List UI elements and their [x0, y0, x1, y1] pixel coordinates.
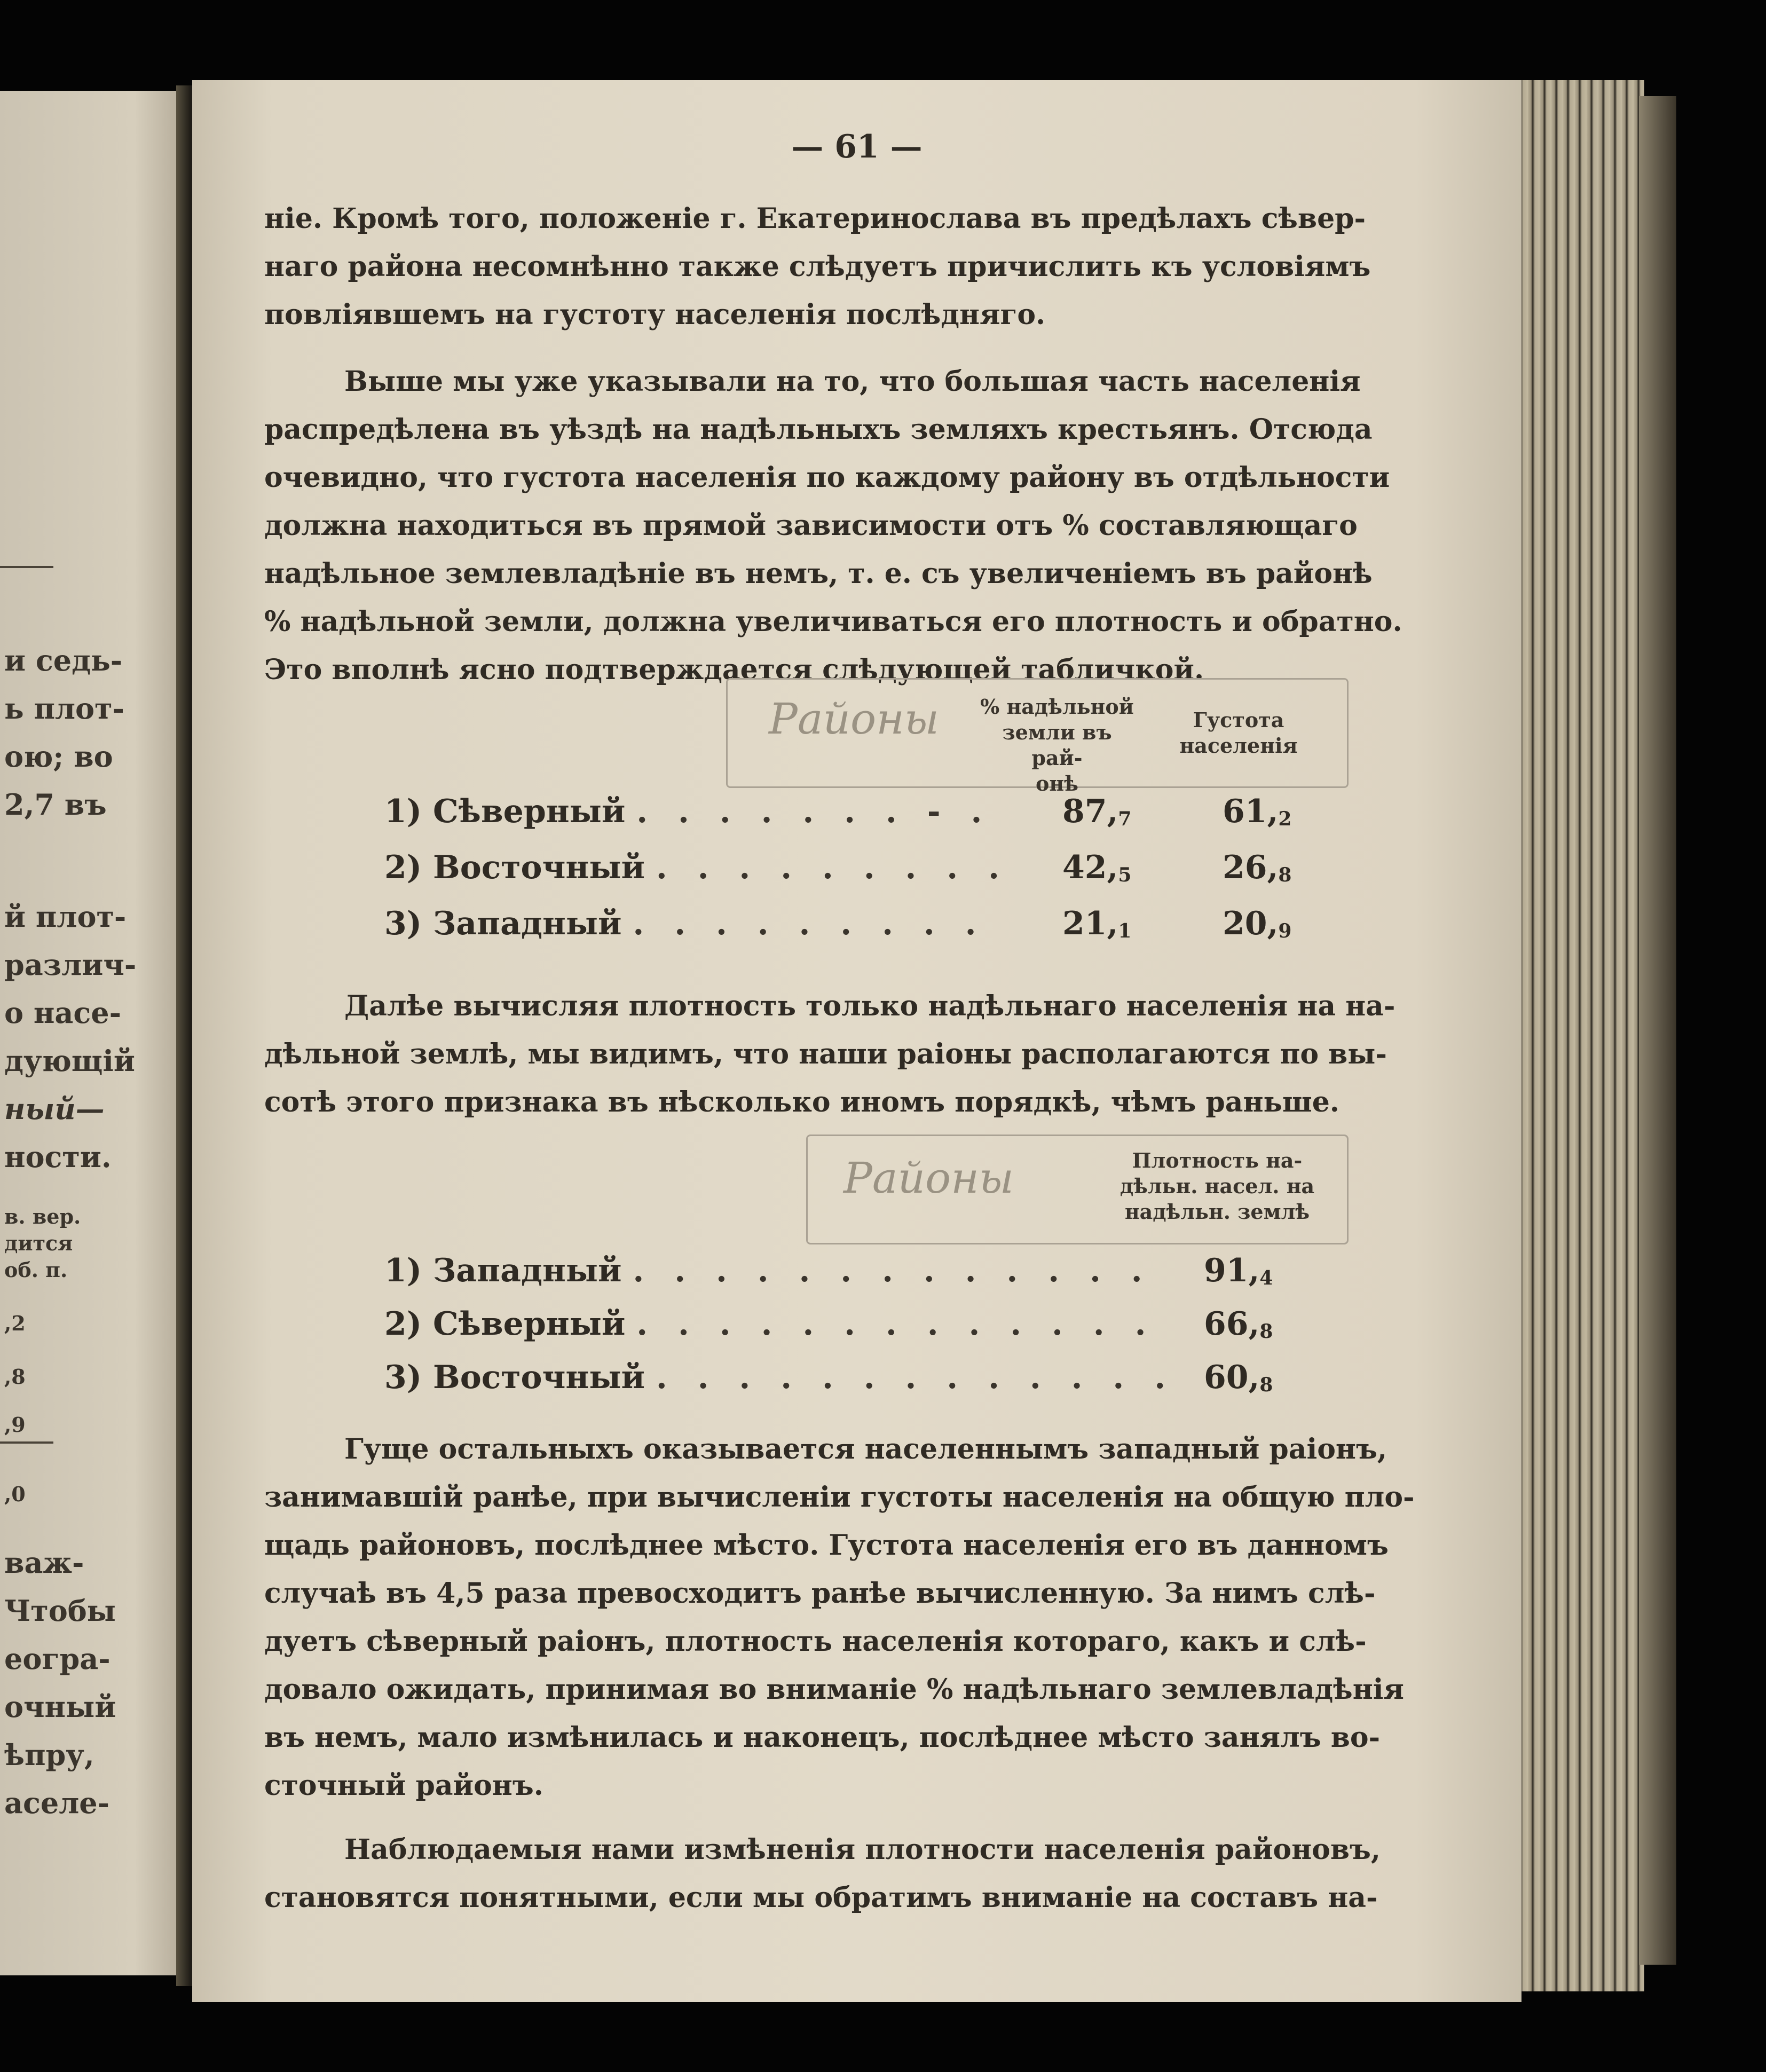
text-line: дуетъ сѣверный раіонъ, плотность населенія котораго, какъ и слѣ-	[264, 1625, 1367, 1658]
text-line: Гуще остальныхъ оказывается населеннымъ западный раіонъ,	[344, 1433, 1387, 1466]
left-page-fragment: ности.	[4, 1140, 112, 1174]
pencil-note-2: Районы	[843, 1153, 1014, 1203]
left-page-fragment: 2,7 въ	[4, 787, 107, 822]
left-page-fragment: об. п.	[4, 1258, 68, 1282]
left-page-fragment: ь плот-	[4, 691, 124, 726]
text-line: сотѣ этого признака въ нѣсколько иномъ порядкѣ, чѣмъ раньше.	[264, 1086, 1339, 1118]
left-page-fragment: й плот-	[4, 900, 127, 934]
left-page-fragment: важ-	[4, 1546, 84, 1580]
table1-col1-header: % надѣльной земли въ рай- онѣ	[980, 695, 1134, 795]
left-page-fragment: ,9	[4, 1413, 26, 1437]
table2-row: 3) Восточный . . . . . . . . . . . . .	[384, 1359, 1176, 1396]
page-number: — 61 —	[791, 128, 923, 166]
text-line: Выше мы уже указывали на то, что большая часть населенія	[344, 365, 1361, 398]
left-page-fragment: дится	[4, 1231, 73, 1255]
left-page-fragment: ѣпру,	[4, 1738, 94, 1772]
text-line: надѣльное землевладѣніе въ немъ, т. е. съ увеличеніемъ въ районѣ	[264, 557, 1373, 590]
text-line: % надѣльной земли, должна увеличиваться его плотность и обратно.	[264, 605, 1402, 638]
text-line: Далѣе вычисляя плотность только надѣльнаго населенія на на-	[344, 990, 1396, 1022]
text-line: наго района несомнѣнно также слѣдуетъ причислить къ условіямъ	[264, 250, 1371, 283]
paragraph-2	[264, 358, 1402, 694]
table1-value: $21,_1$	[1062, 905, 1132, 942]
table2-value: $66,_8$	[1204, 1305, 1273, 1343]
table2-row: 2) Сѣверный . . . . . . . . . . . . .	[384, 1305, 1156, 1343]
table1-value: $87,_7$	[1062, 793, 1132, 830]
left-page-fragment: и седь-	[4, 643, 123, 677]
left-page-fragment: ,2	[4, 1311, 26, 1335]
paragraph-1	[264, 195, 1375, 339]
left-page-fragment: ,0	[4, 1482, 26, 1506]
table1-value: $26,_8$	[1223, 849, 1292, 886]
table2-value: $91,_4$	[1204, 1252, 1273, 1289]
left-page-fragment: очный	[4, 1690, 116, 1724]
left-page-fragment: в. вер.	[4, 1204, 81, 1228]
left-page-rule	[0, 1441, 53, 1444]
text-line: ніе. Кромѣ того, положеніе г. Екатеринослава въ предѣлахъ сѣвер-	[264, 202, 1366, 235]
main-page	[192, 80, 1521, 2002]
left-facing-page	[0, 91, 192, 1975]
table1-col2-header: Густота населенія	[1179, 708, 1298, 758]
table1-row: 1) Сѣверный . . . . . . . - .	[384, 793, 992, 830]
text-line: дѣльной землѣ, мы видимъ, что наши раіоны располагаются по вы-	[264, 1038, 1387, 1070]
table1-row: 3) Западный . . . . . . . . .	[384, 905, 986, 942]
paragraph-5	[264, 1826, 1381, 1922]
paragraph-4	[264, 1425, 1415, 1810]
table1-value: $42,_5$	[1062, 849, 1132, 886]
table1-row: 2) Восточный . . . . . . . . .	[384, 849, 1009, 886]
paragraph-3	[264, 982, 1396, 1126]
text-line: Это вполнѣ ясно подтверждается слѣдующей табличкой.	[264, 653, 1204, 686]
table1-value: $61,_2$	[1223, 793, 1292, 830]
table2-row: 1) Западный . . . . . . . . . . . . .	[384, 1252, 1152, 1289]
page-edges	[1516, 80, 1644, 1991]
pencil-note-1: Районы	[769, 694, 940, 744]
left-page-fragment: еогра-	[4, 1642, 111, 1676]
left-page-fragment: Чтобы	[4, 1594, 116, 1628]
table2-value: $60,_8$	[1204, 1359, 1273, 1396]
text-line: въ немъ, мало измѣнилась и наконецъ, послѣднее мѣсто занялъ во-	[264, 1721, 1381, 1754]
left-page-fragment: дующій	[4, 1044, 135, 1078]
left-page-fragment: ный—	[4, 1092, 105, 1126]
text-line: очевидно, что густота населенія по каждому району въ отдѣльности	[264, 461, 1390, 494]
text-line: Наблюдаемыя нами измѣненія плотности населенія районовъ,	[344, 1833, 1381, 1866]
text-line: занимавшій ранѣе, при вычисленіи густоты населенія на общую пло-	[264, 1481, 1415, 1514]
table1-value: $20,_9$	[1223, 905, 1292, 942]
text-line: распредѣлена въ уѣздѣ на надѣльныхъ земляхъ крестьянъ. Отсюда	[264, 413, 1373, 446]
left-page-fragment: аселе-	[4, 1786, 110, 1820]
text-line: щадь районовъ, послѣднее мѣсто. Густота населенія его въ данномъ	[264, 1529, 1389, 1562]
left-page-fragment: ,8	[4, 1365, 26, 1389]
left-page-fragment: ою; во	[4, 739, 113, 774]
text-line: довало ожидать, принимая во вниманіе % надѣльнаго землевладѣнія	[264, 1673, 1404, 1706]
text-line: сточный районъ.	[264, 1769, 543, 1802]
text-line: становятся понятными, если мы обратимъ вниманіе на составъ на-	[264, 1881, 1378, 1914]
text-line: случаѣ въ 4,5 раза превосходитъ ранѣе вычисленную. За нимъ слѣ-	[264, 1577, 1376, 1610]
table2-col-header: Плотность на- дѣльн. насел. на надѣльн. землѣ	[1119, 1148, 1315, 1224]
left-page-fragment: о насе-	[4, 996, 121, 1030]
text-line: повліявшемъ на густоту населенія послѣдняго.	[264, 298, 1046, 331]
left-page-fragment: различ-	[4, 948, 137, 982]
left-page-rule	[0, 566, 53, 568]
text-line: должна находиться въ прямой зависимости отъ % составляющаго	[264, 509, 1358, 542]
